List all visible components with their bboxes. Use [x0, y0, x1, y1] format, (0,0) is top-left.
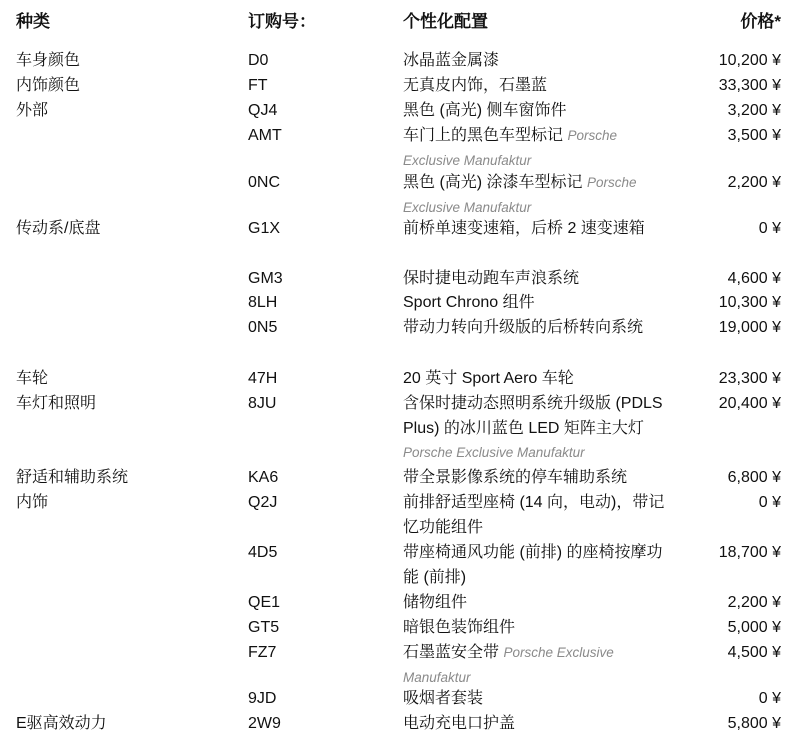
row-code: 9JD [248, 690, 277, 707]
row-price: 3,500 ¥ [727, 127, 781, 144]
row-code: AMT [248, 127, 282, 144]
manufaktur-note: Porsche Exclusive Manufaktur [403, 645, 614, 685]
row-config [403, 541, 668, 590]
row-category: 车轮 [16, 370, 49, 387]
row-code: 4D5 [248, 544, 278, 561]
row-code: FT [248, 77, 268, 94]
row-config [403, 171, 668, 220]
config-text: 石墨蓝安全带 [403, 644, 500, 661]
config-text: 20 英寸 Sport Aero 车轮 [403, 370, 574, 387]
header-config: 个性化配置 [403, 12, 488, 31]
header-price: 价格* [740, 12, 781, 31]
row-price: 4,600 ¥ [727, 270, 781, 287]
config-text: 含保时捷动态照明系统升级版 (PDLS Plus) 的冰川蓝色 LED 矩阵主大灯 [403, 395, 663, 437]
manufaktur-note: Porsche Exclusive Manufaktur [403, 445, 585, 460]
row-code: QJ4 [248, 102, 278, 119]
row-price: 19,000 ¥ [718, 319, 781, 336]
row-category: 舒适和辅助系统 [16, 469, 129, 486]
row-price: 5,000 ¥ [727, 619, 781, 636]
row-config [403, 124, 668, 173]
row-config [403, 687, 668, 712]
config-text: 无真皮内饰，石墨蓝 [403, 77, 548, 94]
row-code: 8LH [248, 294, 278, 311]
header-code: 订购号： [248, 12, 316, 31]
row-price: 23,300 ¥ [718, 370, 781, 387]
row-category: 传动系/底盘 [16, 220, 101, 237]
row-category: E驱高效动力 [16, 715, 107, 732]
row-category: 内饰 [16, 494, 49, 511]
row-code: Q2J [248, 494, 278, 511]
row-config [403, 466, 668, 491]
config-text: 吸烟者套装 [403, 690, 484, 707]
row-price: 0 ¥ [758, 690, 781, 707]
row-config [403, 491, 668, 540]
row-code: QE1 [248, 594, 281, 611]
row-code: GT5 [248, 619, 280, 636]
row-config [403, 267, 668, 292]
row-code: 47H [248, 370, 278, 387]
config-text: 黑色 (高光) 侧车窗饰件 [403, 102, 567, 119]
row-code: 0NC [248, 174, 281, 191]
row-code: FZ7 [248, 644, 277, 661]
config-text: 保时捷电动跑车声浪系统 [403, 270, 580, 287]
row-price: 0 ¥ [758, 494, 781, 511]
row-code: 8JU [248, 395, 277, 412]
row-category: 车身颜色 [16, 52, 81, 69]
row-category: 车灯和照明 [16, 395, 97, 412]
config-text: 黑色 (高光) 涂漆车型标记 [403, 174, 583, 191]
row-price: 2,200 ¥ [727, 174, 781, 191]
row-code: G1X [248, 220, 281, 237]
config-text: 带全景影像系统的停车辅助系统 [403, 469, 628, 486]
config-text: 冰晶蓝金属漆 [403, 52, 500, 69]
row-config [403, 316, 668, 341]
row-code: GM3 [248, 270, 283, 287]
config-text: 带动力转向升级版的后桥转向系统 [403, 319, 644, 336]
config-text: 车门上的黑色车型标记 [403, 127, 564, 144]
config-text: 前排舒适型座椅 (14 向，电动)，带记忆功能组件 [403, 494, 665, 536]
row-config [403, 392, 668, 466]
row-category: 内饰颜色 [16, 77, 81, 94]
row-price: 2,200 ¥ [727, 594, 781, 611]
table-header [0, 8, 800, 36]
row-price: 5,800 ¥ [727, 715, 781, 732]
header-category: 种类 [16, 12, 50, 31]
manufaktur-note: Porsche Exclusive Manufaktur [403, 128, 617, 168]
config-text: 带座椅通风功能 (前排) 的座椅按摩功能 (前排) [403, 544, 663, 586]
row-price: 0 ¥ [758, 220, 781, 237]
manufaktur-note: Porsche Exclusive Manufaktur [403, 175, 637, 215]
row-price: 10,300 ¥ [718, 294, 781, 311]
row-code: D0 [248, 52, 269, 69]
row-price: 3,200 ¥ [727, 102, 781, 119]
row-config [403, 367, 668, 392]
row-price: 18,700 ¥ [718, 544, 781, 561]
config-text: Sport Chrono 组件 [403, 294, 535, 311]
row-config [403, 641, 668, 690]
config-text: 电动充电口护盖 [403, 715, 516, 732]
row-category: 外部 [16, 102, 49, 119]
row-config [403, 74, 668, 99]
config-text: 储物组件 [403, 594, 468, 611]
row-code: 2W9 [248, 715, 281, 732]
row-price: 6,800 ¥ [727, 469, 781, 486]
row-config [403, 712, 668, 737]
row-config [403, 99, 668, 124]
row-config [403, 217, 668, 242]
row-config [403, 291, 668, 316]
row-price: 33,300 ¥ [718, 77, 781, 94]
row-config [403, 616, 668, 641]
row-price: 4,500 ¥ [727, 644, 781, 661]
row-code: 0N5 [248, 319, 278, 336]
config-text: 前桥单速变速箱，后桥 2 速变速箱 [403, 220, 645, 237]
row-config [403, 49, 668, 74]
row-code: KA6 [248, 469, 279, 486]
config-text: 暗银色装饰组件 [403, 619, 516, 636]
row-config [403, 591, 668, 616]
row-price: 10,200 ¥ [718, 52, 781, 69]
row-price: 20,400 ¥ [718, 395, 781, 412]
